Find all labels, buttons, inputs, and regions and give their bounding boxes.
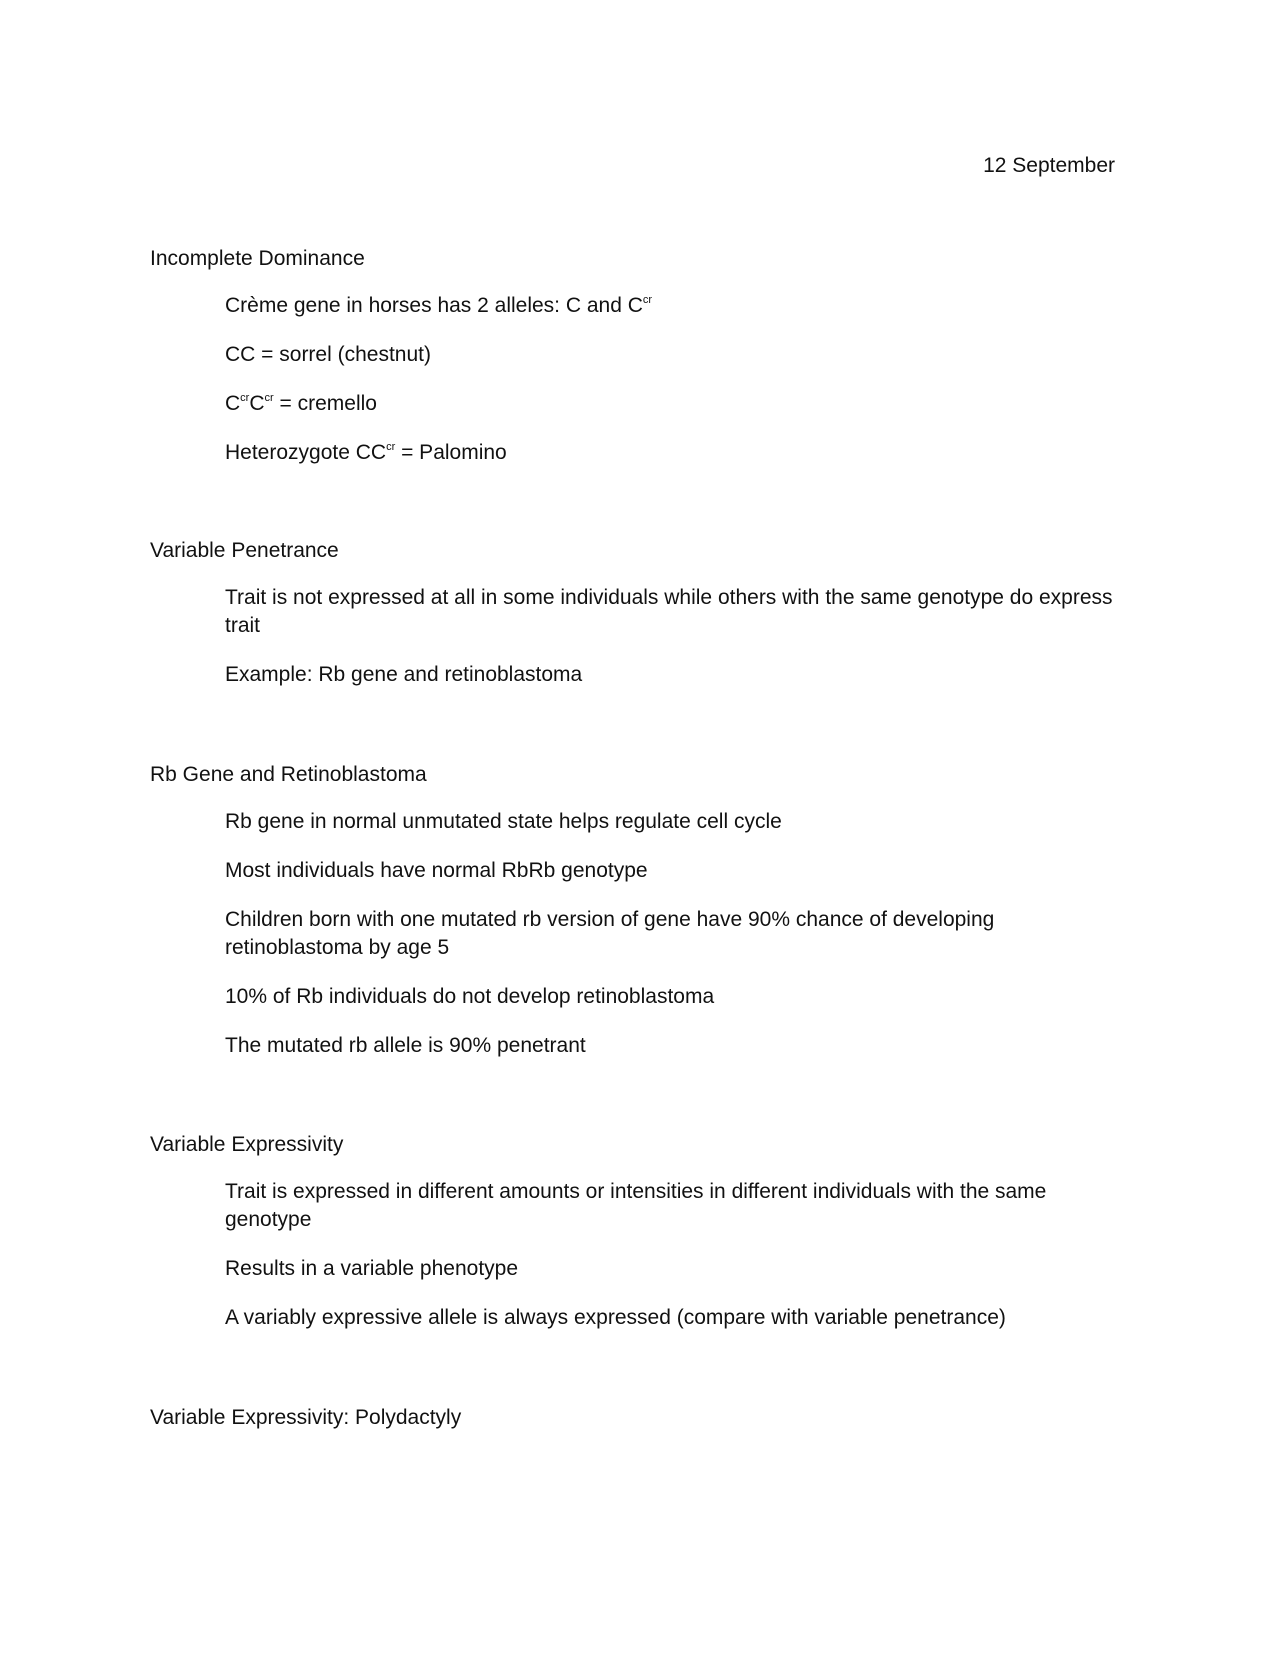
section-polydactyly: [150, 1404, 1130, 1431]
superscript: cr: [642, 294, 653, 306]
section-rb-gene: [150, 761, 1130, 1060]
section-heading: Variable Penetrance: [150, 539, 339, 562]
note-line: [150, 439, 1130, 467]
note-line: CC = sorrel (chestnut): [225, 343, 431, 366]
note-line: Trait is expressed in different amounts or intensities in different individuals with the same genotype: [225, 1180, 1047, 1231]
note-text: C: [249, 392, 265, 415]
note-text: = cremello: [273, 392, 377, 415]
note-line: Results in a variable phenotype: [225, 1257, 519, 1280]
note-line: Rb gene in normal unmutated state helps regulate cell cycle: [225, 810, 782, 833]
section-incomplete-dominance: [150, 245, 1130, 467]
superscript: cr: [264, 392, 274, 404]
note-line: Most individuals have normal RbRb genotype: [225, 859, 648, 882]
section-variable-expressivity: [150, 1131, 1130, 1332]
note-line: [150, 390, 1130, 418]
note-text: Crème gene in horses has 2 alleles: C and C: [225, 294, 643, 317]
note-line: The mutated rb allele is 90% penetrant: [225, 1034, 586, 1057]
note-text: = Palomino: [395, 441, 507, 464]
note-line: Trait is not expressed at all in some individuals while others with the same genotype do express trait: [225, 586, 1113, 637]
note-line: Example: Rb gene and retinoblastoma: [225, 663, 583, 686]
note-line: [150, 292, 1130, 320]
section-heading: Variable Expressivity: [150, 1133, 344, 1156]
section-variable-penetrance: [150, 537, 1130, 689]
note-line: 10% of Rb individuals do not develop retinoblastoma: [225, 985, 715, 1008]
note-line: Children born with one mutated rb version of gene have 90% chance of developing retinoblastoma by age 5: [225, 908, 995, 959]
note-line: A variably expressive allele is always expressed (compare with variable penetrance): [225, 1306, 1006, 1329]
note-text: C: [225, 392, 241, 415]
superscript: cr: [240, 392, 250, 404]
section-heading: Incomplete Dominance: [150, 247, 365, 270]
date-label: 12 September: [983, 154, 1115, 177]
section-heading: Variable Expressivity: Polydactyly: [150, 1406, 462, 1429]
superscript: cr: [386, 441, 396, 453]
section-heading: Rb Gene and Retinoblastoma: [150, 763, 427, 786]
note-text: Heterozygote CC: [225, 441, 387, 464]
